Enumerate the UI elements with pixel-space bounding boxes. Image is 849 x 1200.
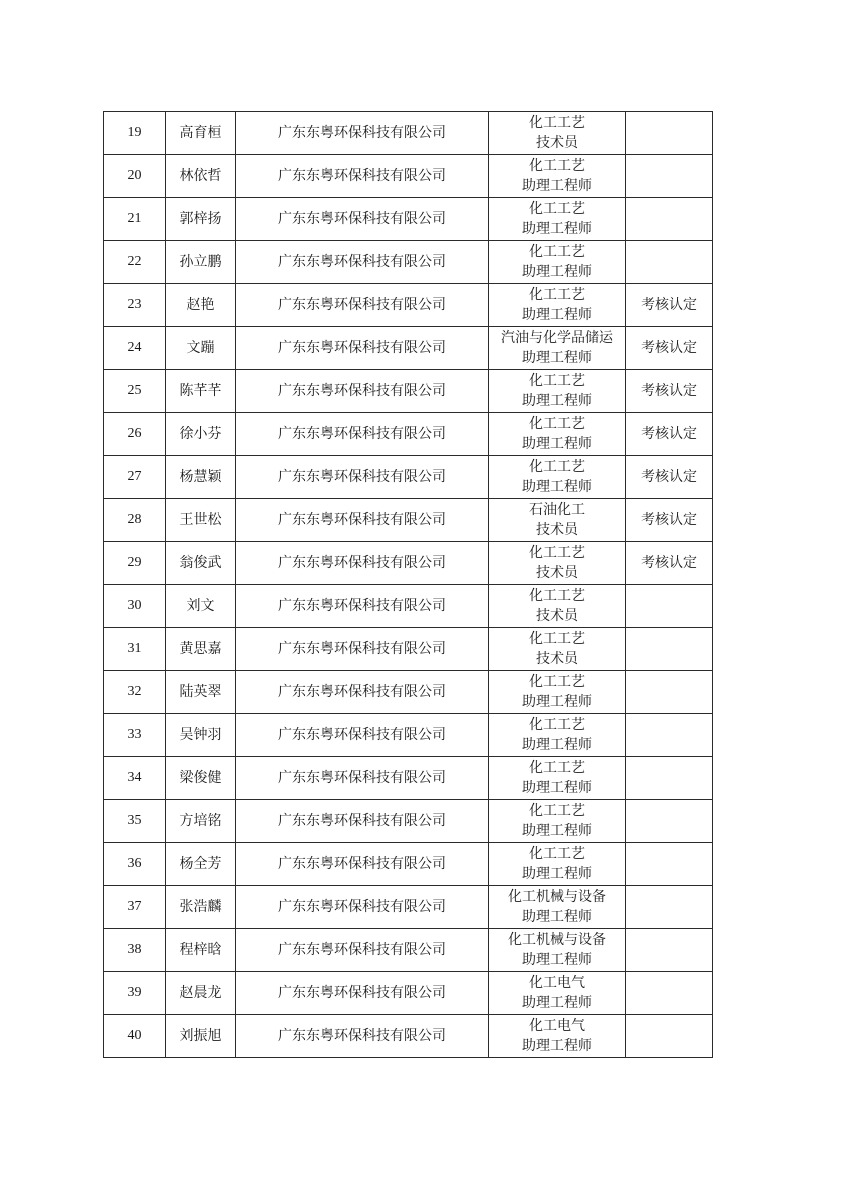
company-name: 广东东粤环保科技有限公司: [236, 929, 489, 972]
row-number: 33: [104, 714, 166, 757]
qualification-cell: [489, 370, 626, 413]
row-number: 35: [104, 800, 166, 843]
qualification-title: 助理工程师: [522, 952, 592, 968]
qualification-title: 技术员: [536, 565, 578, 581]
remark-cell: 考核认定: [626, 456, 713, 499]
qualification-title: 助理工程师: [522, 393, 592, 409]
table-row: [104, 585, 713, 628]
person-name: 杨全芳: [166, 843, 236, 886]
table-row: [104, 413, 713, 456]
table-row: [104, 499, 713, 542]
table-row: [104, 241, 713, 284]
company-name: 广东东粤环保科技有限公司: [236, 843, 489, 886]
qualification-cell: [489, 456, 626, 499]
remark-cell: [626, 1015, 713, 1058]
company-name: 广东东粤环保科技有限公司: [236, 585, 489, 628]
person-name: 孙立鹏: [166, 241, 236, 284]
remark-cell: 考核认定: [626, 499, 713, 542]
row-number: 22: [104, 241, 166, 284]
qualification-specialty: 化工工艺: [529, 158, 585, 174]
qualification-cell: [489, 284, 626, 327]
remark-cell: [626, 112, 713, 155]
person-name: 陈芊芊: [166, 370, 236, 413]
qualification-title: 助理工程师: [522, 866, 592, 882]
person-name: 刘文: [166, 585, 236, 628]
qualification-title: 助理工程师: [522, 178, 592, 194]
company-name: 广东东粤环保科技有限公司: [236, 671, 489, 714]
table-row: [104, 327, 713, 370]
person-name: 文蹦: [166, 327, 236, 370]
table-row: [104, 542, 713, 585]
qualification-specialty: 化工工艺: [529, 803, 585, 819]
qualification-cell: [489, 671, 626, 714]
company-name: 广东东粤环保科技有限公司: [236, 542, 489, 585]
table-row: [104, 198, 713, 241]
qualification-title: 助理工程师: [522, 307, 592, 323]
qualification-cell: [489, 929, 626, 972]
qualification-cell: [489, 628, 626, 671]
remark-cell: [626, 886, 713, 929]
row-number: 19: [104, 112, 166, 155]
table-row: [104, 843, 713, 886]
qualification-title: 助理工程师: [522, 264, 592, 280]
row-number: 38: [104, 929, 166, 972]
qualification-specialty: 化工电气: [529, 975, 585, 991]
company-name: 广东东粤环保科技有限公司: [236, 628, 489, 671]
qualification-cell: [489, 155, 626, 198]
row-number: 23: [104, 284, 166, 327]
person-name: 林依哲: [166, 155, 236, 198]
document-page: [103, 111, 712, 1058]
qualification-cell: [489, 800, 626, 843]
qualification-specialty: 化工工艺: [529, 373, 585, 389]
row-number: 32: [104, 671, 166, 714]
qualification-title: 助理工程师: [522, 350, 592, 366]
person-name: 黄思嘉: [166, 628, 236, 671]
row-number: 27: [104, 456, 166, 499]
qualification-specialty: 化工工艺: [529, 588, 585, 604]
qualification-specialty: 化工电气: [529, 1018, 585, 1034]
remark-cell: 考核认定: [626, 327, 713, 370]
row-number: 29: [104, 542, 166, 585]
person-name: 翁俊武: [166, 542, 236, 585]
remark-cell: [626, 929, 713, 972]
qualification-title: 助理工程师: [522, 737, 592, 753]
remark-cell: 考核认定: [626, 370, 713, 413]
person-name: 张浩麟: [166, 886, 236, 929]
qualification-cell: [489, 327, 626, 370]
roster-table: [103, 111, 713, 1058]
qualification-specialty: 化工工艺: [529, 631, 585, 647]
person-name: 王世松: [166, 499, 236, 542]
qualification-title: 技术员: [536, 522, 578, 538]
table-row: [104, 370, 713, 413]
table-row: [104, 757, 713, 800]
table-row: [104, 886, 713, 929]
row-number: 24: [104, 327, 166, 370]
table-row: [104, 800, 713, 843]
company-name: 广东东粤环保科技有限公司: [236, 972, 489, 1015]
qualification-cell: [489, 241, 626, 284]
table-row: [104, 929, 713, 972]
table-row: [104, 155, 713, 198]
row-number: 37: [104, 886, 166, 929]
qualification-cell: [489, 542, 626, 585]
remark-cell: 考核认定: [626, 413, 713, 456]
remark-cell: [626, 972, 713, 1015]
person-name: 赵晨龙: [166, 972, 236, 1015]
qualification-title: 助理工程师: [522, 479, 592, 495]
row-number: 26: [104, 413, 166, 456]
row-number: 40: [104, 1015, 166, 1058]
person-name: 郭梓扬: [166, 198, 236, 241]
table-row: [104, 456, 713, 499]
person-name: 方培铭: [166, 800, 236, 843]
company-name: 广东东粤环保科技有限公司: [236, 198, 489, 241]
row-number: 31: [104, 628, 166, 671]
qualification-specialty: 化工工艺: [529, 760, 585, 776]
qualification-specialty: 化工工艺: [529, 201, 585, 217]
remark-cell: [626, 155, 713, 198]
qualification-specialty: 化工工艺: [529, 416, 585, 432]
company-name: 广东东粤环保科技有限公司: [236, 886, 489, 929]
person-name: 程梓晗: [166, 929, 236, 972]
remark-cell: [626, 843, 713, 886]
table-row: [104, 112, 713, 155]
remark-cell: [626, 757, 713, 800]
qualification-specialty: 化工机械与设备: [508, 932, 606, 948]
qualification-title: 助理工程师: [522, 436, 592, 452]
row-number: 25: [104, 370, 166, 413]
company-name: 广东东粤环保科技有限公司: [236, 757, 489, 800]
qualification-cell: [489, 972, 626, 1015]
qualification-title: 助理工程师: [522, 909, 592, 925]
company-name: 广东东粤环保科技有限公司: [236, 112, 489, 155]
qualification-title: 助理工程师: [522, 1038, 592, 1054]
qualification-cell: [489, 413, 626, 456]
remark-cell: [626, 671, 713, 714]
remark-cell: 考核认定: [626, 284, 713, 327]
company-name: 广东东粤环保科技有限公司: [236, 800, 489, 843]
company-name: 广东东粤环保科技有限公司: [236, 155, 489, 198]
row-number: 30: [104, 585, 166, 628]
roster-table-body: [104, 112, 713, 1058]
person-name: 杨慧颖: [166, 456, 236, 499]
person-name: 陆英翠: [166, 671, 236, 714]
qualification-cell: [489, 886, 626, 929]
row-number: 28: [104, 499, 166, 542]
qualification-cell: [489, 714, 626, 757]
company-name: 广东东粤环保科技有限公司: [236, 370, 489, 413]
company-name: 广东东粤环保科技有限公司: [236, 241, 489, 284]
qualification-cell: [489, 499, 626, 542]
table-row: [104, 284, 713, 327]
qualification-specialty: 化工工艺: [529, 717, 585, 733]
qualification-cell: [489, 1015, 626, 1058]
qualification-specialty: 化工工艺: [529, 846, 585, 862]
company-name: 广东东粤环保科技有限公司: [236, 1015, 489, 1058]
person-name: 吴钟羽: [166, 714, 236, 757]
qualification-title: 助理工程师: [522, 995, 592, 1011]
qualification-title: 助理工程师: [522, 823, 592, 839]
person-name: 梁俊健: [166, 757, 236, 800]
qualification-cell: [489, 757, 626, 800]
row-number: 36: [104, 843, 166, 886]
company-name: 广东东粤环保科技有限公司: [236, 456, 489, 499]
table-row: [104, 972, 713, 1015]
company-name: 广东东粤环保科技有限公司: [236, 499, 489, 542]
qualification-specialty: 化工工艺: [529, 545, 585, 561]
remark-cell: [626, 241, 713, 284]
qualification-cell: [489, 198, 626, 241]
qualification-cell: [489, 585, 626, 628]
qualification-specialty: 化工机械与设备: [508, 889, 606, 905]
qualification-cell: [489, 843, 626, 886]
person-name: 赵艳: [166, 284, 236, 327]
qualification-title: 技术员: [536, 608, 578, 624]
company-name: 广东东粤环保科技有限公司: [236, 284, 489, 327]
qualification-specialty: 汽油与化学品储运: [501, 330, 613, 346]
table-row: [104, 628, 713, 671]
qualification-specialty: 化工工艺: [529, 459, 585, 475]
row-number: 20: [104, 155, 166, 198]
company-name: 广东东粤环保科技有限公司: [236, 413, 489, 456]
remark-cell: 考核认定: [626, 542, 713, 585]
qualification-title: 技术员: [536, 651, 578, 667]
table-row: [104, 671, 713, 714]
qualification-title: 助理工程师: [522, 780, 592, 796]
table-row: [104, 714, 713, 757]
qualification-specialty: 化工工艺: [529, 287, 585, 303]
qualification-title: 助理工程师: [522, 221, 592, 237]
qualification-specialty: 化工工艺: [529, 674, 585, 690]
remark-cell: [626, 585, 713, 628]
row-number: 21: [104, 198, 166, 241]
person-name: 徐小芬: [166, 413, 236, 456]
row-number: 34: [104, 757, 166, 800]
qualification-title: 助理工程师: [522, 694, 592, 710]
remark-cell: [626, 714, 713, 757]
qualification-specialty: 石油化工: [529, 502, 585, 518]
row-number: 39: [104, 972, 166, 1015]
qualification-cell: [489, 112, 626, 155]
remark-cell: [626, 628, 713, 671]
qualification-specialty: 化工工艺: [529, 244, 585, 260]
company-name: 广东东粤环保科技有限公司: [236, 714, 489, 757]
qualification-title: 技术员: [536, 135, 578, 151]
qualification-specialty: 化工工艺: [529, 115, 585, 131]
person-name: 高育桓: [166, 112, 236, 155]
remark-cell: [626, 198, 713, 241]
company-name: 广东东粤环保科技有限公司: [236, 327, 489, 370]
table-row: [104, 1015, 713, 1058]
remark-cell: [626, 800, 713, 843]
person-name: 刘振旭: [166, 1015, 236, 1058]
